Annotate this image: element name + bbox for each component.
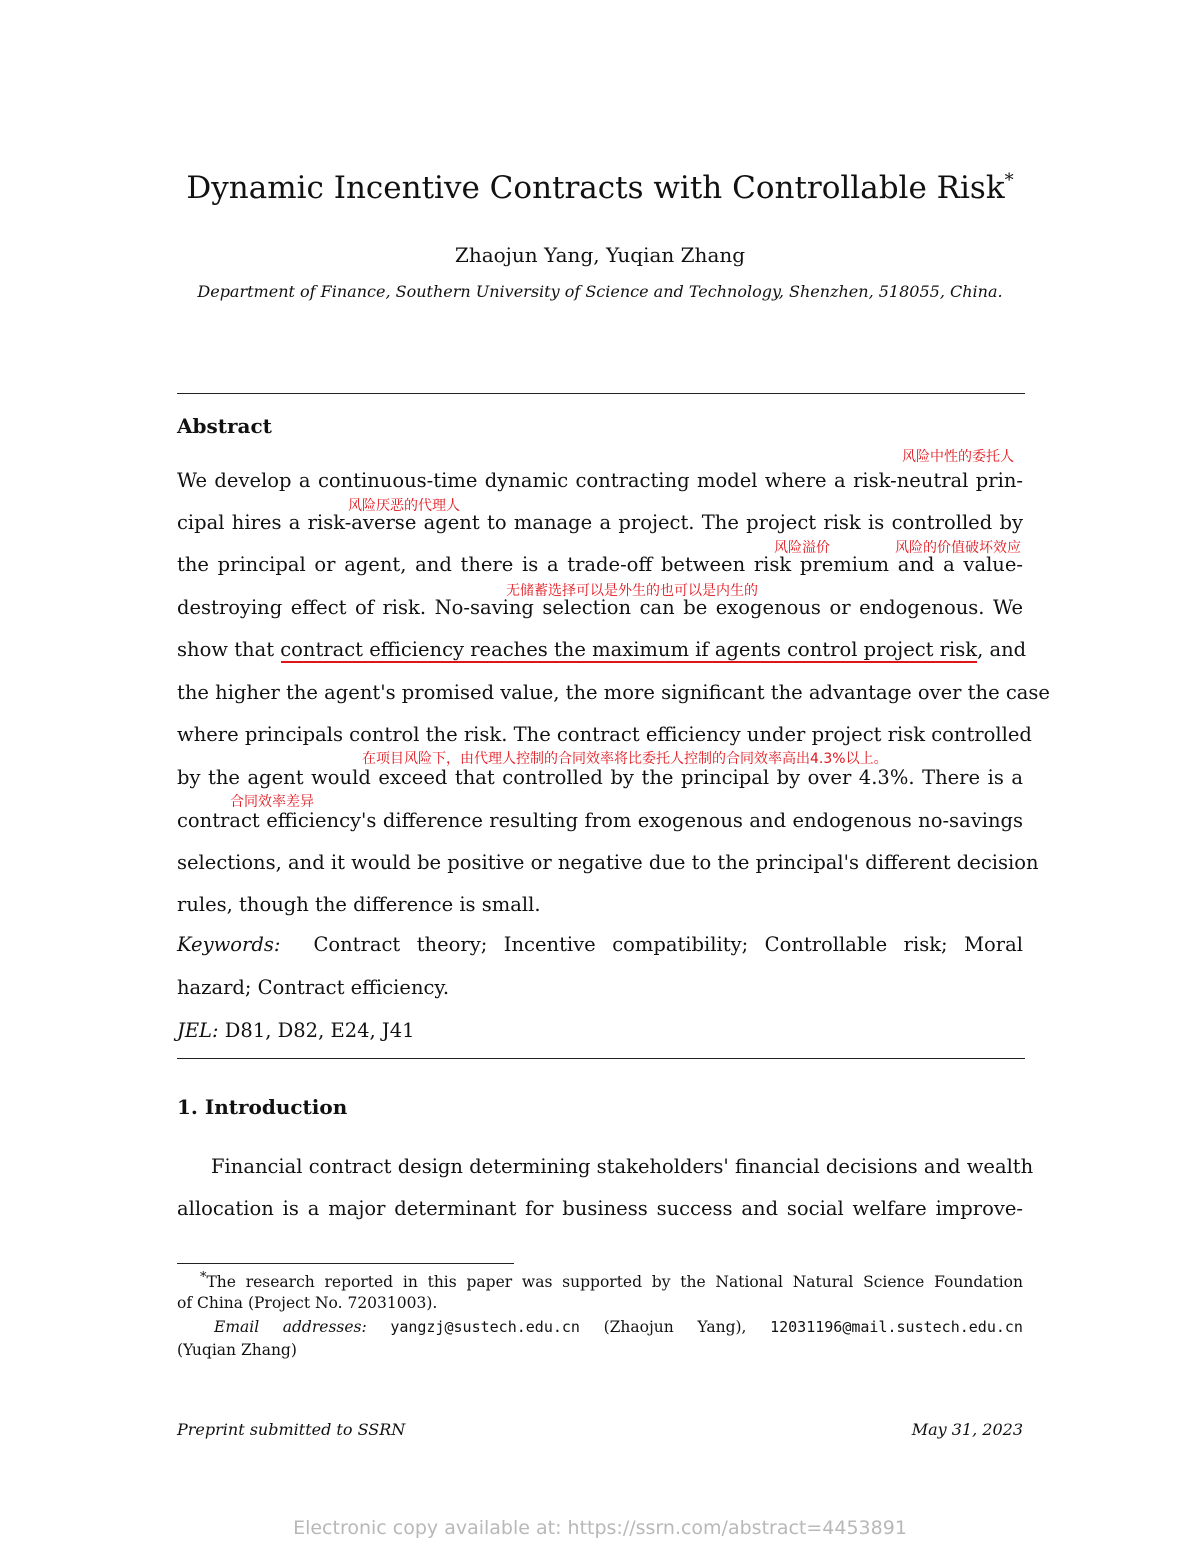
highlight-underline [281,661,977,663]
keywords-line [177,933,1023,957]
footnote-mark: * [200,1270,207,1285]
ssrn-notice-link[interactable]: Electronic copy available at: https://ssrn.com/abstract=4453891 [293,1517,907,1539]
footnote-name-2: (Yuqian Zhang) [177,1341,297,1359]
abstract-line: destroying effect of risk. No-saving selection can be exogenous or endogenous. We [177,596,1023,619]
paper-title: Dynamic Incentive Contracts with Controllable Risk* [186,170,1014,206]
abstract-line: We develop a continuous-time dynamic contracting model where a risk-neutral prin- [177,469,1023,492]
annotation-risk-averse-agent: 风险厌恶的代理人 [348,498,460,514]
abstract-line: show that contract efficiency reaches the maximum if agents control project risk, and [177,638,1027,661]
intro-line: Financial contract design determining stakeholders' financial decisions and wealth [211,1155,1034,1178]
keywords-label: Keywords: [177,933,281,956]
abstract-line: the higher the agent's promised value, the more significant the advantage over the case [177,681,1050,704]
footer-date: May 31, 2023 [911,1420,1023,1439]
jel-line [177,1019,1023,1043]
email-label: Email addresses: [214,1318,367,1336]
footnote-rule [177,1263,514,1264]
abstract-line: contract efficiency's difference resulting from exogenous and endogenous no-savings [177,809,1023,832]
email-link[interactable]: 12031196@mail.sustech.edu.cn [770,1318,1023,1336]
abstract-line: the principal or agent, and there is a trade-off between risk premium and a value- [177,553,1023,576]
jel-label: JEL: [177,1019,219,1042]
bottom-rule [177,1058,1025,1059]
introduction-heading: 1. Introduction [177,1095,348,1119]
abstract-heading: Abstract [177,414,272,438]
footnote-line: *The research reported in this paper was supported by the National Natural Science Foundation [200,1270,1023,1292]
intro-line: allocation is a major determinant for business success and social welfare improve- [177,1197,1023,1220]
footnote-emails: Email addresses: yangzj@sustech.edu.cn (Zhaojun Yang), 12031196@mail.sustech.edu.cn [214,1318,1023,1336]
abstract-line: selections, and it would be positive or negative due to the principal's different decision [177,851,1039,874]
jel-codes: D81, D82, E24, J41 [224,1019,415,1042]
annotation-no-saving: 无储蓄选择可以是外生的也可以是内生的 [506,583,758,599]
annotation-risk-neutral-principal: 风险中性的委托人 [902,449,1014,465]
email-link[interactable]: yangzj@sustech.edu.cn [390,1318,580,1336]
top-rule [177,393,1025,394]
footer-preprint: Preprint submitted to SSRN [177,1420,406,1439]
affiliation: Department of Finance, Southern University of Science and Technology, Shenzhen, 518055, China. [197,282,1003,301]
annotation-efficiency-gain: 在项目风险下，由代理人控制的合同效率将比委托人控制的合同效率高出4.3%以上。 [362,751,888,767]
abstract-line: cipal hires a risk-averse agent to manage a project. The project risk is controlled by [177,511,1023,534]
annotation-efficiency-difference: 合同效率差异 [230,794,314,810]
authors: Zhaojun Yang, Yuqian Zhang [454,243,746,267]
annotation-value-destroying: 风险的价值破坏效应 [895,540,1021,556]
keywords-line-2: hazard; Contract efficiency. [177,976,450,999]
keywords-text: Contract theory; Incentive compatibility; Controllable risk; Moral [313,933,1023,956]
abstract-line: where principals control the risk. The contract efficiency under project risk controlled [177,723,1032,746]
title-footnote-mark: * [1004,170,1014,191]
abstract-line: rules, though the difference is small. [177,893,541,916]
footnote-line-2: of China (Project No. 72031003). [177,1294,438,1312]
annotation-risk-premium: 风险溢价 [774,540,830,556]
abstract-line: by the agent would exceed that controlled by the principal by over 4.3%. There is a [177,766,1023,789]
